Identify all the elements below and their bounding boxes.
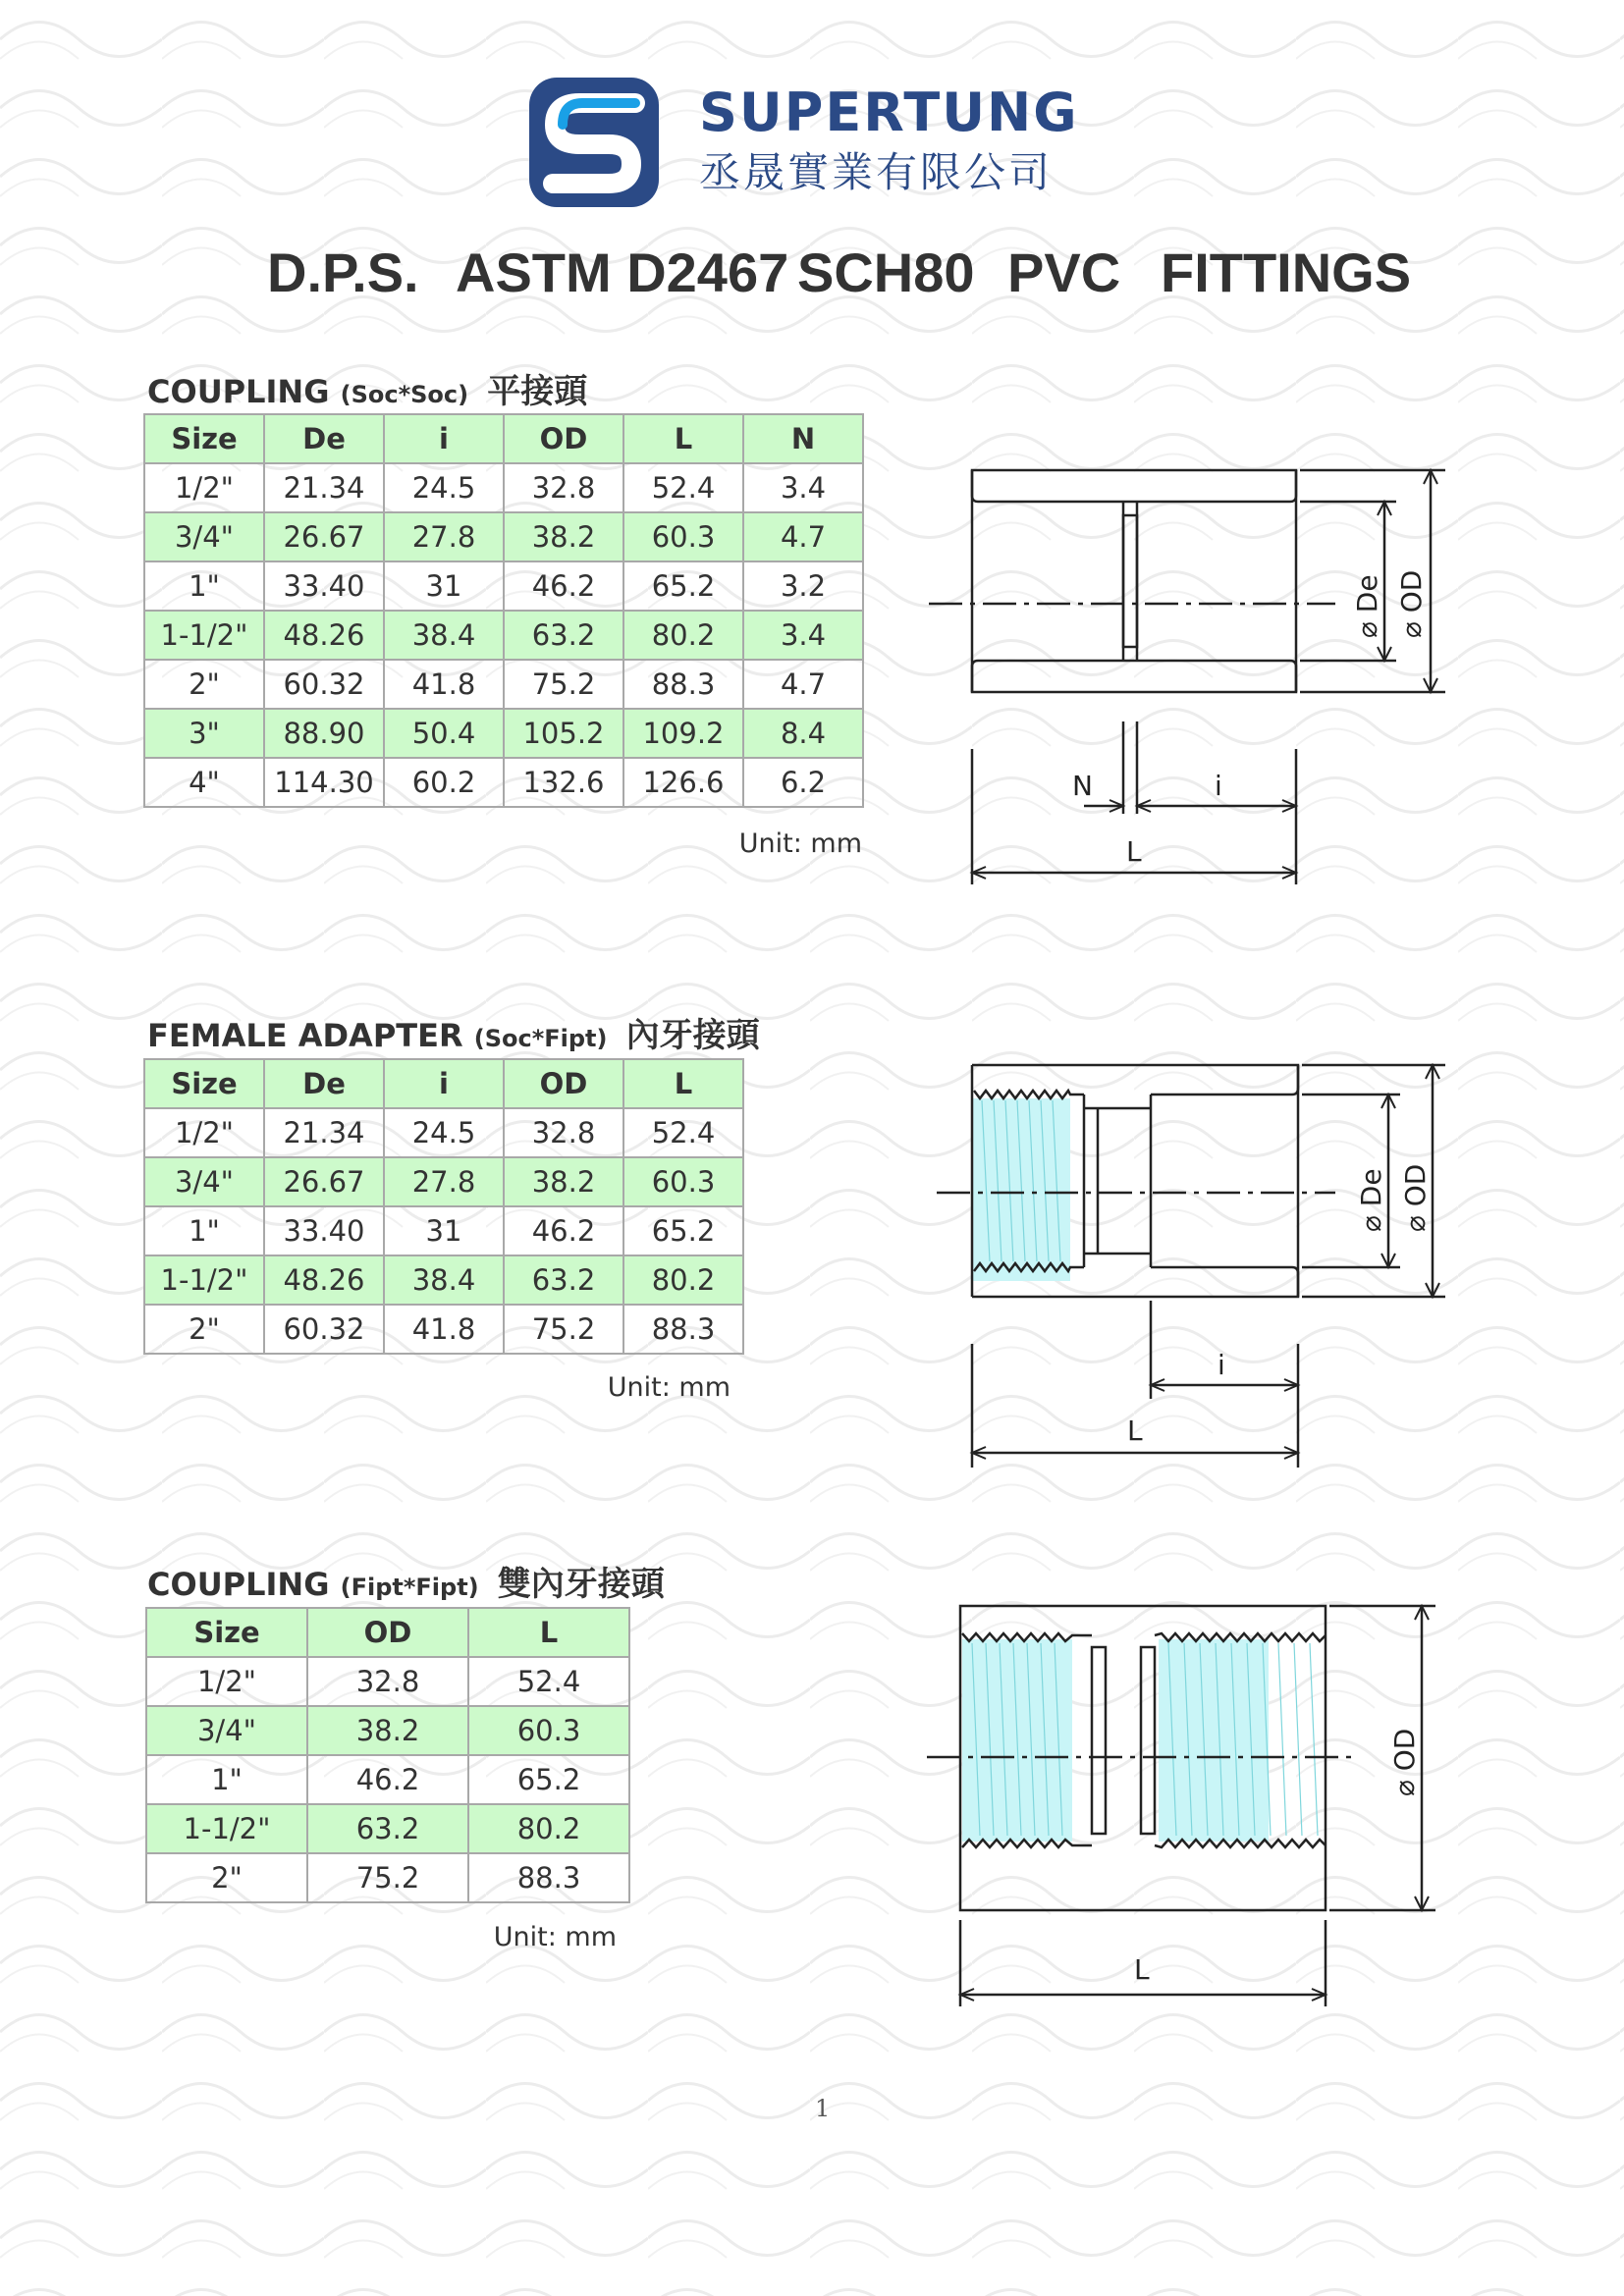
table-row (144, 611, 863, 660)
table-cell: 52.4 (623, 463, 743, 512)
table-cell: 80.2 (468, 1804, 629, 1853)
table-cell: 1/2" (144, 1108, 264, 1157)
page-number: 1 (815, 2095, 831, 2122)
table-row (144, 660, 863, 709)
column-header: De (264, 1059, 384, 1108)
table-row (144, 512, 863, 561)
table-cell: 1/2" (146, 1657, 307, 1706)
table-header-row (146, 1608, 629, 1657)
column-header: Size (144, 414, 264, 463)
table-row (146, 1706, 629, 1755)
dimension-label-od: ⌀ OD (1388, 1728, 1421, 1796)
column-header: L (468, 1608, 629, 1657)
table-cell: 105.2 (504, 709, 623, 758)
table-cell: 48.26 (264, 611, 384, 660)
table-cell: 88.3 (623, 660, 743, 709)
table-cell: 27.8 (384, 512, 504, 561)
table-cell: 46.2 (504, 561, 623, 611)
table-row (146, 1755, 629, 1804)
headline-schedule: SCH80 (797, 241, 975, 303)
table-cell: 1" (144, 1206, 264, 1255)
table-cell: 63.2 (504, 1255, 623, 1305)
table-cell: 75.2 (307, 1853, 468, 1902)
table-cell: 4.7 (743, 512, 863, 561)
table-cell: 50.4 (384, 709, 504, 758)
coupling-soc-diagram (923, 456, 1473, 898)
column-header: OD (504, 414, 623, 463)
table-cell: 80.2 (623, 611, 743, 660)
table-cell: 26.67 (264, 512, 384, 561)
table-cell: 60.3 (468, 1706, 629, 1755)
table-cell: 60.3 (623, 512, 743, 561)
section-title-main: FEMALE ADAPTER (147, 1017, 463, 1054)
table-cell: 26.67 (264, 1157, 384, 1206)
headline-fittings: FITTINGS (1161, 241, 1412, 303)
table-row (144, 1206, 743, 1255)
column-header: L (623, 1059, 743, 1108)
section-title-zh: 雙內牙接頭 (497, 1565, 665, 1604)
table-cell: 33.40 (264, 561, 384, 611)
table-cell: 38.4 (384, 1255, 504, 1305)
column-header: Size (146, 1608, 307, 1657)
table-cell: 52.4 (468, 1657, 629, 1706)
table-cell: 21.34 (264, 463, 384, 512)
dimension-label-l: L (1127, 1415, 1143, 1447)
table-cell: 60.32 (264, 1305, 384, 1354)
table-cell: 3.4 (743, 463, 863, 512)
table-row (144, 758, 863, 807)
coupling-fipt-diagram (923, 1600, 1473, 2022)
table-cell: 65.2 (468, 1755, 629, 1804)
table-cell: 41.8 (384, 660, 504, 709)
table-cell: 1-1/2" (144, 1255, 264, 1305)
headline-material: PVC (1007, 241, 1121, 303)
table-cell: 2" (144, 660, 264, 709)
table-cell: 88.90 (264, 709, 384, 758)
section-title-zh: 平接頭 (487, 372, 588, 411)
dimension-label-i: i (1215, 770, 1222, 802)
table-cell: 3/4" (146, 1706, 307, 1755)
table-cell: 3/4" (144, 512, 264, 561)
table-cell: 1-1/2" (146, 1804, 307, 1853)
table-cell: 3.2 (743, 561, 863, 611)
brand-name-zh: 丞晟實業有限公司 (699, 148, 1054, 196)
column-header: OD (307, 1608, 468, 1657)
coupling-soc-table (143, 413, 864, 808)
table-cell: 63.2 (504, 611, 623, 660)
table-cell: 63.2 (307, 1804, 468, 1853)
dimension-label-od: ⌀ OD (1399, 1163, 1432, 1232)
column-header: N (743, 414, 863, 463)
section-title-sub: (Fipt*Fipt) (340, 1574, 479, 1601)
table-cell: 88.3 (623, 1305, 743, 1354)
table-row (146, 1804, 629, 1853)
section-title-zh: 內牙接頭 (625, 1016, 760, 1055)
table-cell: 33.40 (264, 1206, 384, 1255)
table-cell: 8.4 (743, 709, 863, 758)
table-cell: 32.8 (307, 1657, 468, 1706)
female-adapter-diagram (923, 1055, 1473, 1468)
female-adapter-table (143, 1058, 744, 1355)
table-cell: 32.8 (504, 463, 623, 512)
column-header: Size (144, 1059, 264, 1108)
table-header-row (144, 414, 863, 463)
dimension-label-de: ⌀ De (1355, 1168, 1387, 1232)
headline-standard: ASTM D2467 (456, 241, 789, 303)
table-cell: 132.6 (504, 758, 623, 807)
dimension-label-i: i (1218, 1349, 1225, 1381)
table-cell: 32.8 (504, 1108, 623, 1157)
table-cell: 52.4 (623, 1108, 743, 1157)
table-cell: 41.8 (384, 1305, 504, 1354)
section-title-coupling-fipt (147, 1565, 665, 1604)
table-cell: 3.4 (743, 611, 863, 660)
table-cell: 75.2 (504, 660, 623, 709)
table-row (144, 1255, 743, 1305)
table-row (144, 1157, 743, 1206)
table-cell: 21.34 (264, 1108, 384, 1157)
table-cell: 126.6 (623, 758, 743, 807)
table-cell: 38.2 (504, 1157, 623, 1206)
unit-label: Unit: mm (738, 828, 862, 859)
dimension-label-od: ⌀ OD (1395, 569, 1428, 638)
table-row (144, 709, 863, 758)
unit-label: Unit: mm (607, 1372, 731, 1403)
section-title-sub: (Soc*Fipt) (473, 1025, 608, 1052)
table-header-row (144, 1059, 743, 1108)
table-cell: 38.4 (384, 611, 504, 660)
table-cell: 3" (144, 709, 264, 758)
brand-name-en: SUPERTUNG (699, 81, 1079, 143)
table-cell: 31 (384, 1206, 504, 1255)
table-cell: 38.2 (307, 1706, 468, 1755)
unit-label: Unit: mm (493, 1922, 617, 1952)
dimension-label-n: N (1072, 770, 1093, 802)
column-header: De (264, 414, 384, 463)
table-cell: 80.2 (623, 1255, 743, 1305)
table-cell: 109.2 (623, 709, 743, 758)
table-cell: 2" (146, 1853, 307, 1902)
table-cell: 31 (384, 561, 504, 611)
table-cell: 46.2 (307, 1755, 468, 1804)
table-cell: 1" (146, 1755, 307, 1804)
table-cell: 4.7 (743, 660, 863, 709)
table-cell: 65.2 (623, 561, 743, 611)
table-cell: 4" (144, 758, 264, 807)
column-header: L (623, 414, 743, 463)
section-title-coupling-soc (147, 372, 588, 411)
table-cell: 114.30 (264, 758, 384, 807)
table-cell: 88.3 (468, 1853, 629, 1902)
table-cell: 3/4" (144, 1157, 264, 1206)
coupling-fipt-table (145, 1607, 630, 1903)
table-cell: 75.2 (504, 1305, 623, 1354)
column-header: i (384, 1059, 504, 1108)
dimension-label-de: ⌀ De (1351, 574, 1383, 638)
table-cell: 24.5 (384, 463, 504, 512)
table-row (144, 463, 863, 512)
headline-dps: D.P.S. (267, 241, 419, 303)
table-cell: 1/2" (144, 463, 264, 512)
table-cell: 6.2 (743, 758, 863, 807)
table-cell: 60.2 (384, 758, 504, 807)
table-row (144, 561, 863, 611)
table-cell: 2" (144, 1305, 264, 1354)
table-cell: 24.5 (384, 1108, 504, 1157)
column-header: i (384, 414, 504, 463)
table-cell: 60.32 (264, 660, 384, 709)
table-cell: 60.3 (623, 1157, 743, 1206)
section-title-main: COUPLING (147, 1566, 330, 1603)
table-row (144, 1305, 743, 1354)
table-row (146, 1657, 629, 1706)
dimension-label-l: L (1126, 835, 1142, 868)
table-cell: 65.2 (623, 1206, 743, 1255)
dimension-label-l: L (1134, 1953, 1150, 1986)
table-row (144, 1108, 743, 1157)
section-title-sub: (Soc*Soc) (340, 381, 469, 408)
table-cell: 48.26 (264, 1255, 384, 1305)
section-title-main: COUPLING (147, 373, 330, 410)
table-cell: 27.8 (384, 1157, 504, 1206)
column-header: OD (504, 1059, 623, 1108)
table-cell: 1-1/2" (144, 611, 264, 660)
table-row (146, 1853, 629, 1902)
table-cell: 38.2 (504, 512, 623, 561)
table-cell: 1" (144, 561, 264, 611)
table-cell: 46.2 (504, 1206, 623, 1255)
section-title-female-adapter (147, 1016, 760, 1055)
brand-logo (525, 74, 663, 211)
